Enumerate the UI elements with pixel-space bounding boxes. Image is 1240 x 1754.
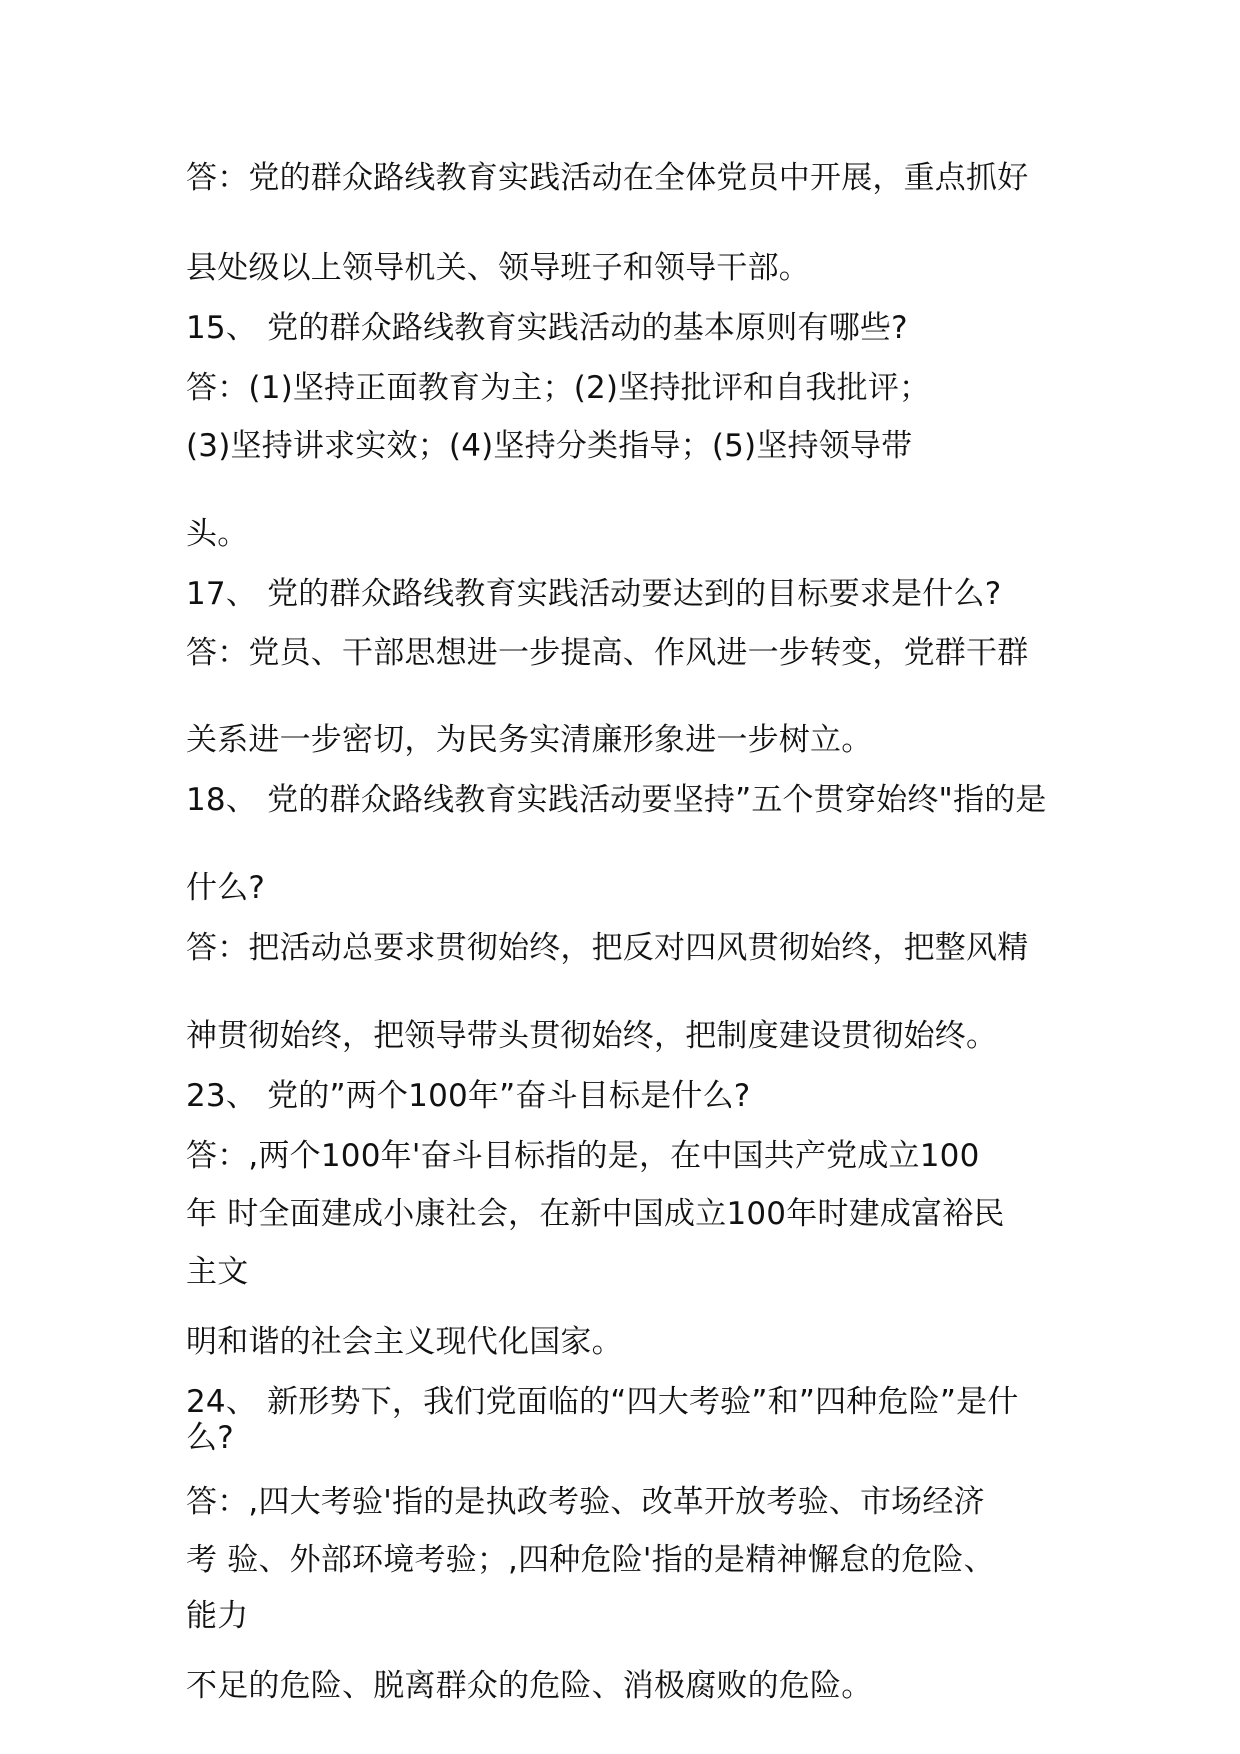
text-line: 答：,两个100年'奋斗目标指的是，在中国共产党成立100 bbox=[186, 1138, 980, 1174]
text-line: 不足的危险、脱离群众的危险、消极腐败的危险。 bbox=[186, 1668, 873, 1704]
text-line: 关系进一步密切，为民务实清廉形象进一步树立。 bbox=[186, 722, 873, 758]
text-line: 答：党员、干部思想进一步提高、作风进一步转变，党群干群 bbox=[186, 635, 1029, 671]
text-line: 答：党的群众路线教育实践活动在全体党员中开展，重点抓好 bbox=[186, 160, 1029, 196]
question-line: 24、 新形势下，我们党面临的“四大考验”和”四种危险”是什 bbox=[186, 1384, 1019, 1420]
text-line: 年 时全面建成小康社会，在新中国成立100年时建成富裕民 bbox=[186, 1196, 1005, 1232]
text-line: 能力 bbox=[186, 1598, 249, 1634]
text-line: 答：把活动总要求贯彻始终，把反对四风贯彻始终，把整风精 bbox=[186, 930, 1029, 966]
question-line: 18、 党的群众路线教育实践活动要坚持”五个贯穿始终"指的是 bbox=[186, 782, 1047, 818]
text-line: 么? bbox=[186, 1420, 234, 1456]
text-line: 明和谐的社会主义现代化国家。 bbox=[186, 1324, 623, 1360]
text-line: 主文 bbox=[186, 1254, 249, 1290]
text-line: 答：(1)坚持正面教育为主；(2)坚持批评和自我批评； bbox=[186, 370, 931, 406]
text-line: 头。 bbox=[186, 516, 249, 552]
text-line: 什么? bbox=[186, 870, 266, 906]
text-line: 县处级以上领导机关、领导班子和领导干部。 bbox=[186, 250, 810, 286]
text-line: 考 验、外部环境考验；,四种危险'指的是精神懈怠的危险、 bbox=[186, 1542, 995, 1578]
question-line: 23、 党的”两个100年”奋斗目标是什么? bbox=[186, 1078, 751, 1114]
question-line: 17、 党的群众路线教育实践活动要达到的目标要求是什么? bbox=[186, 576, 1002, 612]
text-line: 神贯彻始终，把领导带头贯彻始终，把制度建设贯彻始终。 bbox=[186, 1018, 998, 1054]
question-line: 15、 党的群众路线教育实践活动的基本原则有哪些? bbox=[186, 310, 908, 346]
text-line: 答：,四大考验'指的是执政考验、改革开放考验、市场经济 bbox=[186, 1484, 985, 1520]
text-line: (3)坚持讲求实效；(4)坚持分类指导；(5)坚持领导带 bbox=[186, 428, 913, 464]
